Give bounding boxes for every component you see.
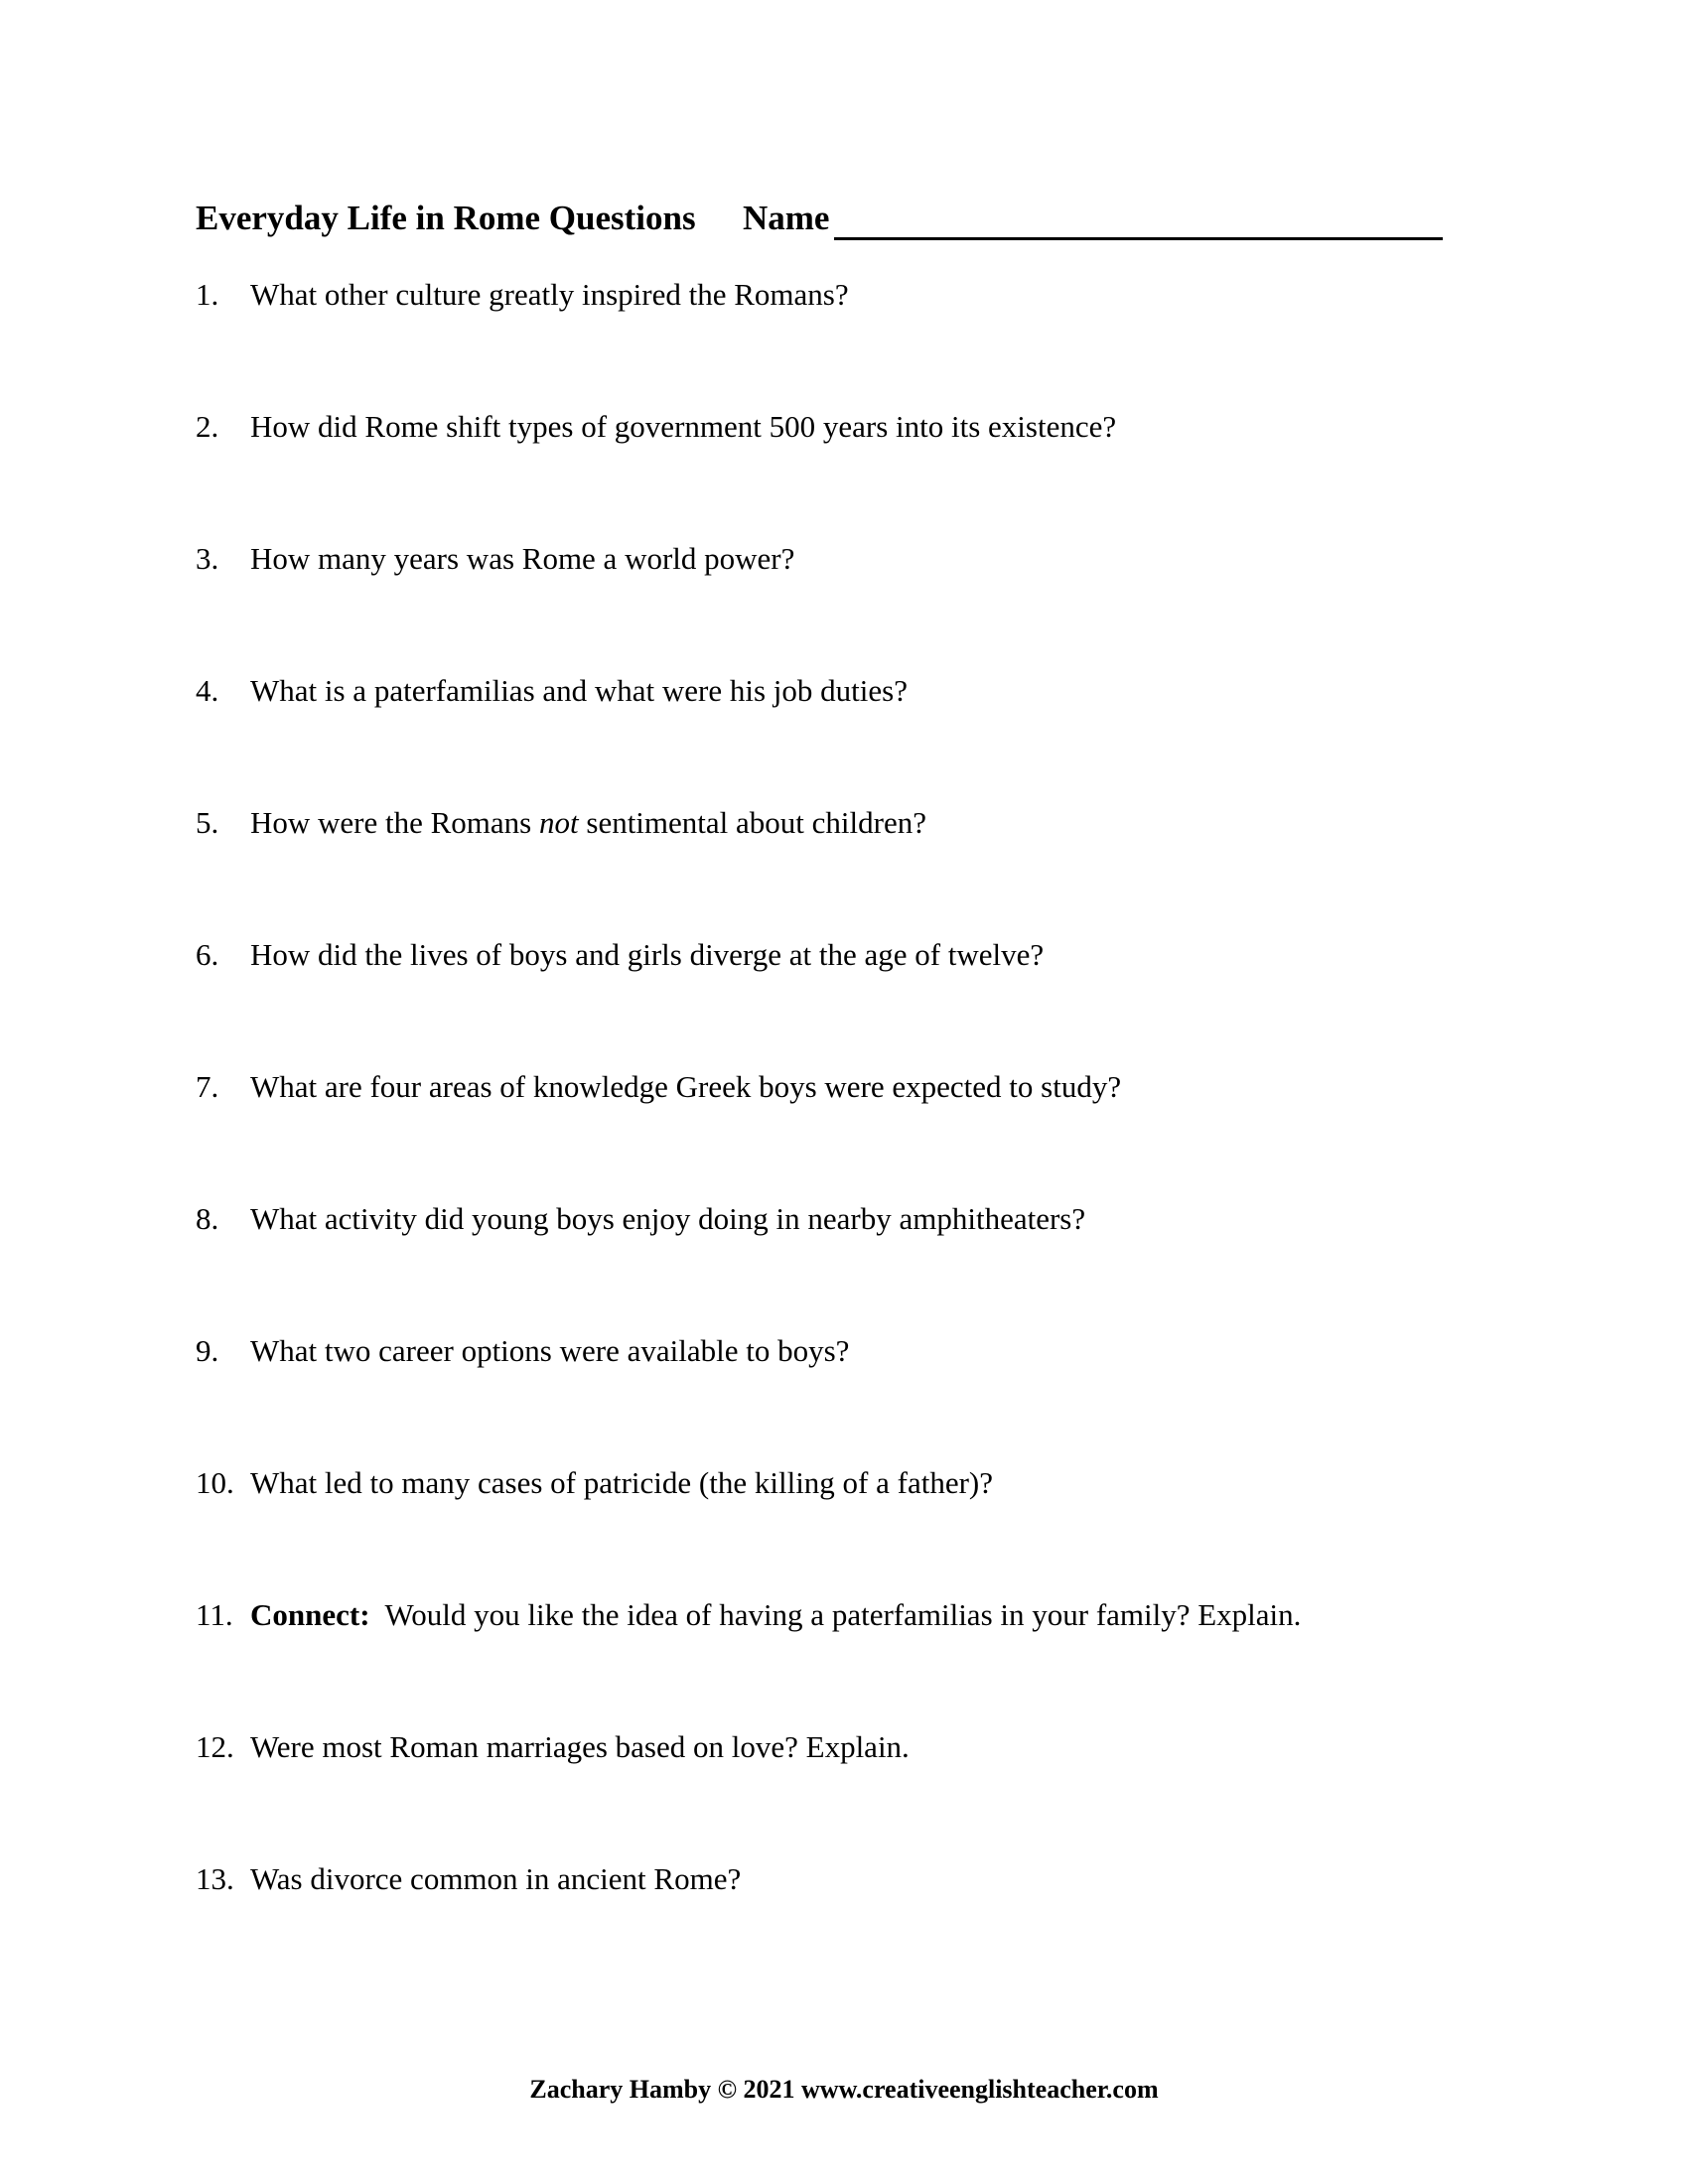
question-text: Was divorce common in ancient Rome? xyxy=(250,1861,742,1896)
question-text: What two career options were available to boys? xyxy=(250,1333,850,1368)
question-text: How did the lives of boys and girls diverge at the age of twelve? xyxy=(250,937,1045,972)
question-text-segment: Would you like the idea of having a paterfamilias in your family? Explain. xyxy=(369,1597,1302,1632)
question-text: How many years was Rome a world power? xyxy=(250,541,795,576)
question-number: 6. xyxy=(196,937,219,972)
question-number: 3. xyxy=(196,541,219,576)
question-text: What is a paterfamilias and what were his job duties? xyxy=(250,673,908,708)
question-row xyxy=(196,672,1489,709)
question-text: How did Rome shift types of government 500 years into its existence? xyxy=(250,409,1117,444)
question-number: 2. xyxy=(196,409,219,444)
question-row xyxy=(196,1464,1489,1501)
question-text xyxy=(250,1596,1301,1633)
question-number: 1. xyxy=(196,277,219,312)
question-row xyxy=(196,1860,1489,1897)
question-text-italic-segment: not xyxy=(539,805,579,840)
question-number: 5. xyxy=(196,805,219,840)
question-number: 7. xyxy=(196,1069,219,1104)
question-text: Were most Roman marriages based on love? Explain. xyxy=(250,1729,910,1764)
question-number: 8. xyxy=(196,1201,219,1236)
page-title: Everyday Life in Rome Questions xyxy=(196,199,696,237)
question-row xyxy=(196,804,1489,841)
question-row xyxy=(196,1332,1489,1369)
name-blank-line xyxy=(834,205,1443,240)
question-number: 12. xyxy=(196,1729,234,1764)
question-text-segment: How were the Romans xyxy=(250,805,539,840)
name-label: Name xyxy=(743,199,830,237)
question-number: 4. xyxy=(196,673,219,708)
question-text-segment: sentimental about children? xyxy=(578,805,926,840)
question-number: 10. xyxy=(196,1465,234,1500)
question-row xyxy=(196,1068,1489,1105)
question-number: 11. xyxy=(196,1597,233,1632)
question-number: 13. xyxy=(196,1861,234,1896)
question-text: What led to many cases of patricide (the killing of a father)? xyxy=(250,1465,993,1500)
question-text: What are four areas of knowledge Greek boys were expected to study? xyxy=(250,1069,1122,1104)
question-row xyxy=(196,1200,1489,1237)
question-text: What activity did young boys enjoy doing in nearby amphitheaters? xyxy=(250,1201,1086,1236)
question-text-bold-segment: Connect: xyxy=(250,1597,370,1632)
question-row xyxy=(196,936,1489,973)
footer-credit: Zachary Hamby © 2021 www.creativeenglishteacher.com xyxy=(529,2075,1159,2104)
question-row xyxy=(196,540,1489,577)
question-text xyxy=(250,804,926,841)
question-row xyxy=(196,276,1489,313)
question-row xyxy=(196,1596,1489,1633)
question-row xyxy=(196,408,1489,445)
question-row xyxy=(196,1728,1489,1765)
question-number: 9. xyxy=(196,1333,219,1368)
question-text: What other culture greatly inspired the Romans? xyxy=(250,277,849,312)
